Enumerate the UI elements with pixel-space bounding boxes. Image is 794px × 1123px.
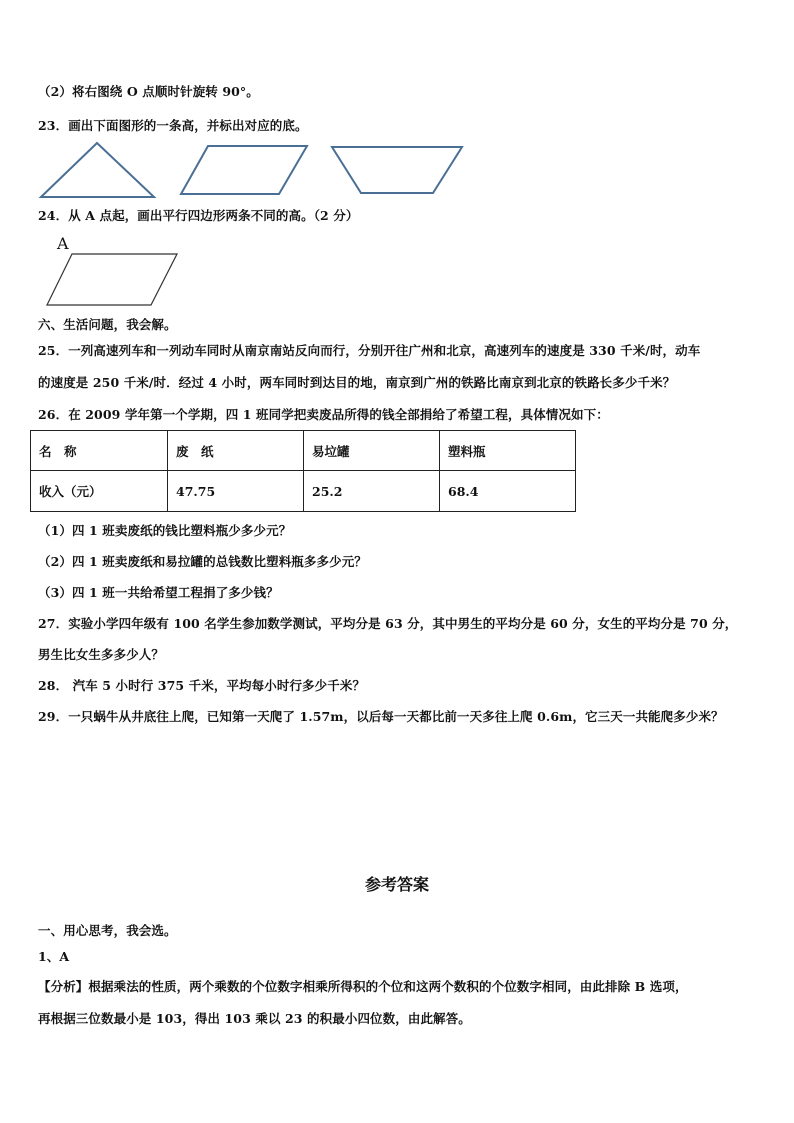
answer-1: 1、A: [38, 949, 70, 964]
question-23: 23．画出下面图形的一条高，并标出对应的底。: [38, 118, 308, 133]
question-28: 28． 汽车 5 小时行 375 千米，平均每小时行多少千米？: [38, 678, 366, 693]
table-header-cell: 塑料瓶: [440, 431, 576, 471]
question-26-part-2: （2）四 1 班卖废纸和易拉罐的总钱数比塑料瓶多多少元？: [38, 554, 367, 569]
question-26-part-3: （3）四 1 班一共给希望工程捐了多少钱？: [38, 585, 279, 600]
parallelogram-a-figure: [45, 252, 180, 308]
point-a-label: A: [57, 234, 69, 253]
question-25-line-1: 25．一列高速列车和一列动车同时从南京南站反向而行，分别开往广州和北京，高速列车的速度是 330 千米/时，动车: [38, 343, 701, 358]
answer-key-title: 参考答案: [364, 875, 429, 894]
table-header-cell: 名 称: [31, 431, 168, 471]
trapezoid-figure: [329, 144, 465, 196]
question-26: 26．在 2009 学年第一个学期，四 1 班同学把卖废品所得的钱全部捐给了希望工程，具体情况如下：: [38, 407, 609, 422]
section-1-heading: 一、用心思考，我会选。: [38, 923, 177, 938]
section-6-heading: 六、生活问题，我会解。: [38, 317, 177, 332]
analysis-line-2: 再根据三位数最小是 103，得出 103 乘以 23 的积最小四位数，由此解答。: [38, 1011, 471, 1026]
question-26-part-1: （1）四 1 班卖废纸的钱比塑料瓶少多少元？: [38, 523, 292, 538]
table-cell: 47.75: [168, 471, 304, 512]
table-header-row: [31, 431, 576, 471]
analysis-line-1: 【分析】根据乘法的性质，两个乘数的个位数字相乘所得积的个位和这两个数积的个位数字相同，由此排除 B 选项，: [38, 979, 688, 994]
table-cell: 收入（元）: [31, 471, 168, 512]
table-header-cell: 废 纸: [168, 431, 304, 471]
table-cell: 25.2: [304, 471, 440, 512]
question-27-line-2: 男生比女生多多少人？: [38, 647, 165, 662]
question-24: 24．从 A 点起，画出平行四边形两条不同的高。（2 分）: [38, 208, 359, 223]
question-27-line-1: 27．实验小学四年级有 100 名学生参加数学测试，平均分是 63 分，其中男生的平均分是 60 分，女生的平均分是 70 分，: [38, 616, 738, 631]
table-row: [31, 471, 576, 512]
triangle-figure: [38, 140, 158, 200]
table-header-cell: 易垃罐: [304, 431, 440, 471]
question-29: 29．一只蜗牛从井底往上爬，已知第一天爬了 1.57m，以后每一天都比前一天多往上爬 0.6m，它三天一共能爬多少米？: [38, 709, 724, 724]
question-25-line-2: 的速度是 250 千米/时．经过 4 小时，两车同时到达目的地，南京到广州的铁路比南京到北京的铁路长多少千米？: [38, 375, 676, 390]
table-cell: 68.4: [440, 471, 576, 512]
question-22-part-2: （2）将右图绕 O 点顺时针旋转 90°。: [38, 84, 259, 99]
parallelogram-figure: [178, 143, 310, 197]
donation-table: [30, 430, 576, 512]
